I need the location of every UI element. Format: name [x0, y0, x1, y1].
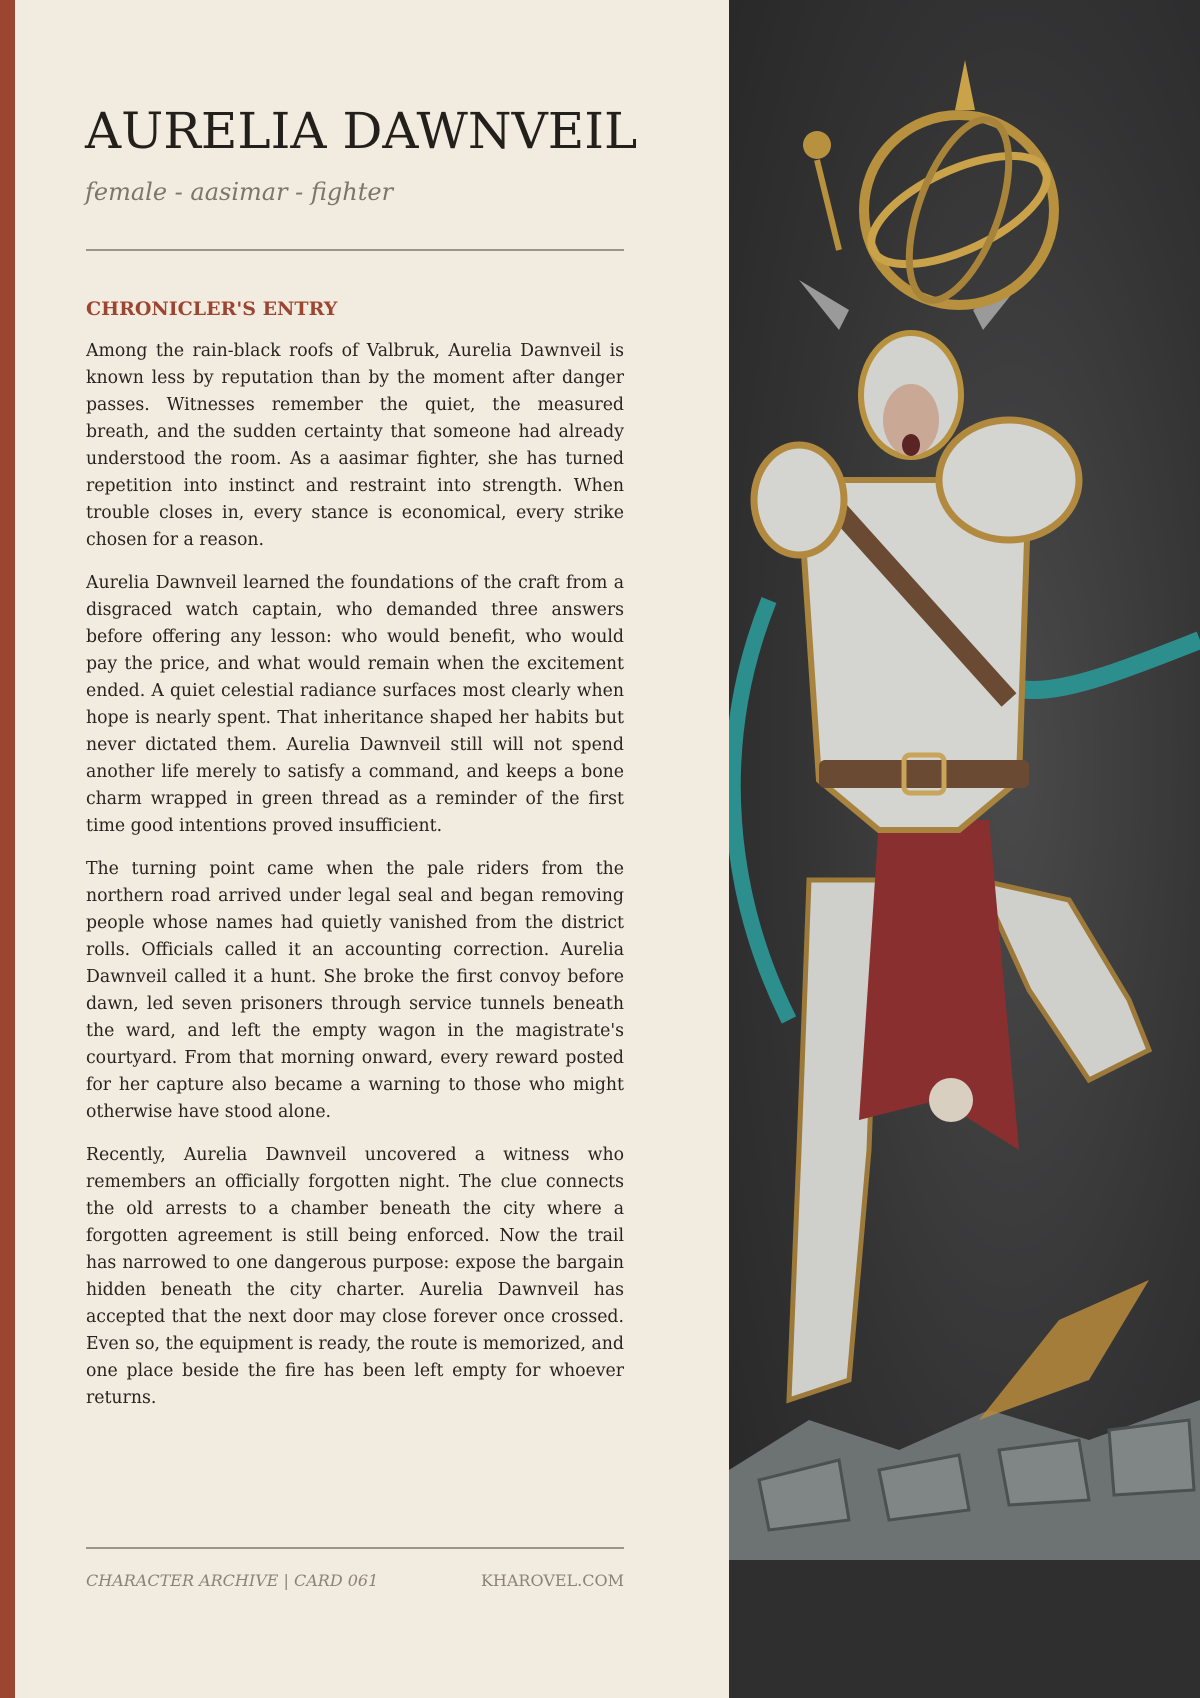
- chronicle-body: [86, 338, 624, 1428]
- footer-site-link[interactable]: KHAROVEL.COM: [480, 1571, 624, 1590]
- belt: [819, 760, 1029, 788]
- accent-bar: [0, 0, 15, 1698]
- character-descriptor: female - aasimar - fighter: [85, 178, 394, 206]
- armillary-ring-tilted: [856, 134, 1062, 287]
- divider-top: [86, 249, 624, 251]
- mace-head: [803, 131, 831, 159]
- section-heading: CHRONICLER'S ENTRY: [86, 298, 338, 320]
- chronicle-paragraph: The turning point came when the pale riders from the northern road arrived under legal seal and began removing people whose names had quietly vanished from the district rolls. Officials called it an accounting correction. Aurelia Dawnveil called it a hunt. She broke the first convoy before dawn, led seven prisoners through service tunnels beneath the ward, and left the empty wagon in the magistrate's courtyard. From that morning onward, every reward posted for her capture also became a warning to those who might otherwise have stood alone.: [86, 859, 624, 1122]
- teal-tube-left: [733, 600, 789, 1020]
- miniature-figure-art: [729, 0, 1200, 1698]
- chronicle-paragraph: Aurelia Dawnveil learned the foundations of the craft from a disgraced watch captain, who demanded three answers before offering any lesson: who would benefit, who would pay the price, and what would remain when the excitement ended. A quiet celestial radiance surfaces most clearly when hope is nearly spent. That inheritance shaped her habits but never dictated them. Aurelia Dawnveil still will not spend another life merely to satisfy a command, and keeps a bone charm wrapped in green thread as a reminder of the first time good intentions proved insufficient.: [86, 573, 624, 836]
- base-plinth: [729, 1560, 1200, 1698]
- left-leg-armor: [789, 880, 879, 1400]
- character-illustration: [729, 0, 1200, 1698]
- open-mouth: [902, 434, 920, 456]
- armillary-ring-vertical: [889, 107, 1029, 313]
- right-pauldron: [939, 420, 1079, 540]
- chronicle-paragraph: Recently, Aurelia Dawnveil uncovered a witness who remembers an officially forgotten night. The clue connects the old arrests to a chamber beneath the city where a forgotten agreement is still being enforced. Now the trail has narrowed to one dangerous purpose: expose the bargain hidden beneath the city charter. Aurelia Dawnveil has accepted that the next door may close forever once crossed. Even so, the equipment is ready, the route is memorized, and one place beside the fire has been left empty for whoever returns.: [86, 1145, 624, 1408]
- sun-emblem: [929, 1078, 973, 1122]
- divider-bottom: [86, 1547, 624, 1549]
- gold-sunburst: [979, 1280, 1149, 1420]
- left-pauldron: [754, 445, 844, 555]
- halo-spike: [955, 60, 975, 110]
- character-name: AURELIA DAWNVEIL: [85, 102, 638, 160]
- mace-handle: [817, 160, 839, 250]
- chronicle-paragraph: Among the rain-black roofs of Valbruk, Aurelia Dawnveil is known less by reputation than by the moment after danger passes. Witnesses remember the quiet, the measured breath, and the sudden certainty that someone had already understood the room. As a aasimar fighter, she has turned repetition into instinct and restraint into strength. When trouble closes in, every stance is economical, every strike chosen for a reason.: [86, 341, 624, 550]
- footer-archive-label: CHARACTER ARCHIVE | CARD 061: [86, 1571, 379, 1590]
